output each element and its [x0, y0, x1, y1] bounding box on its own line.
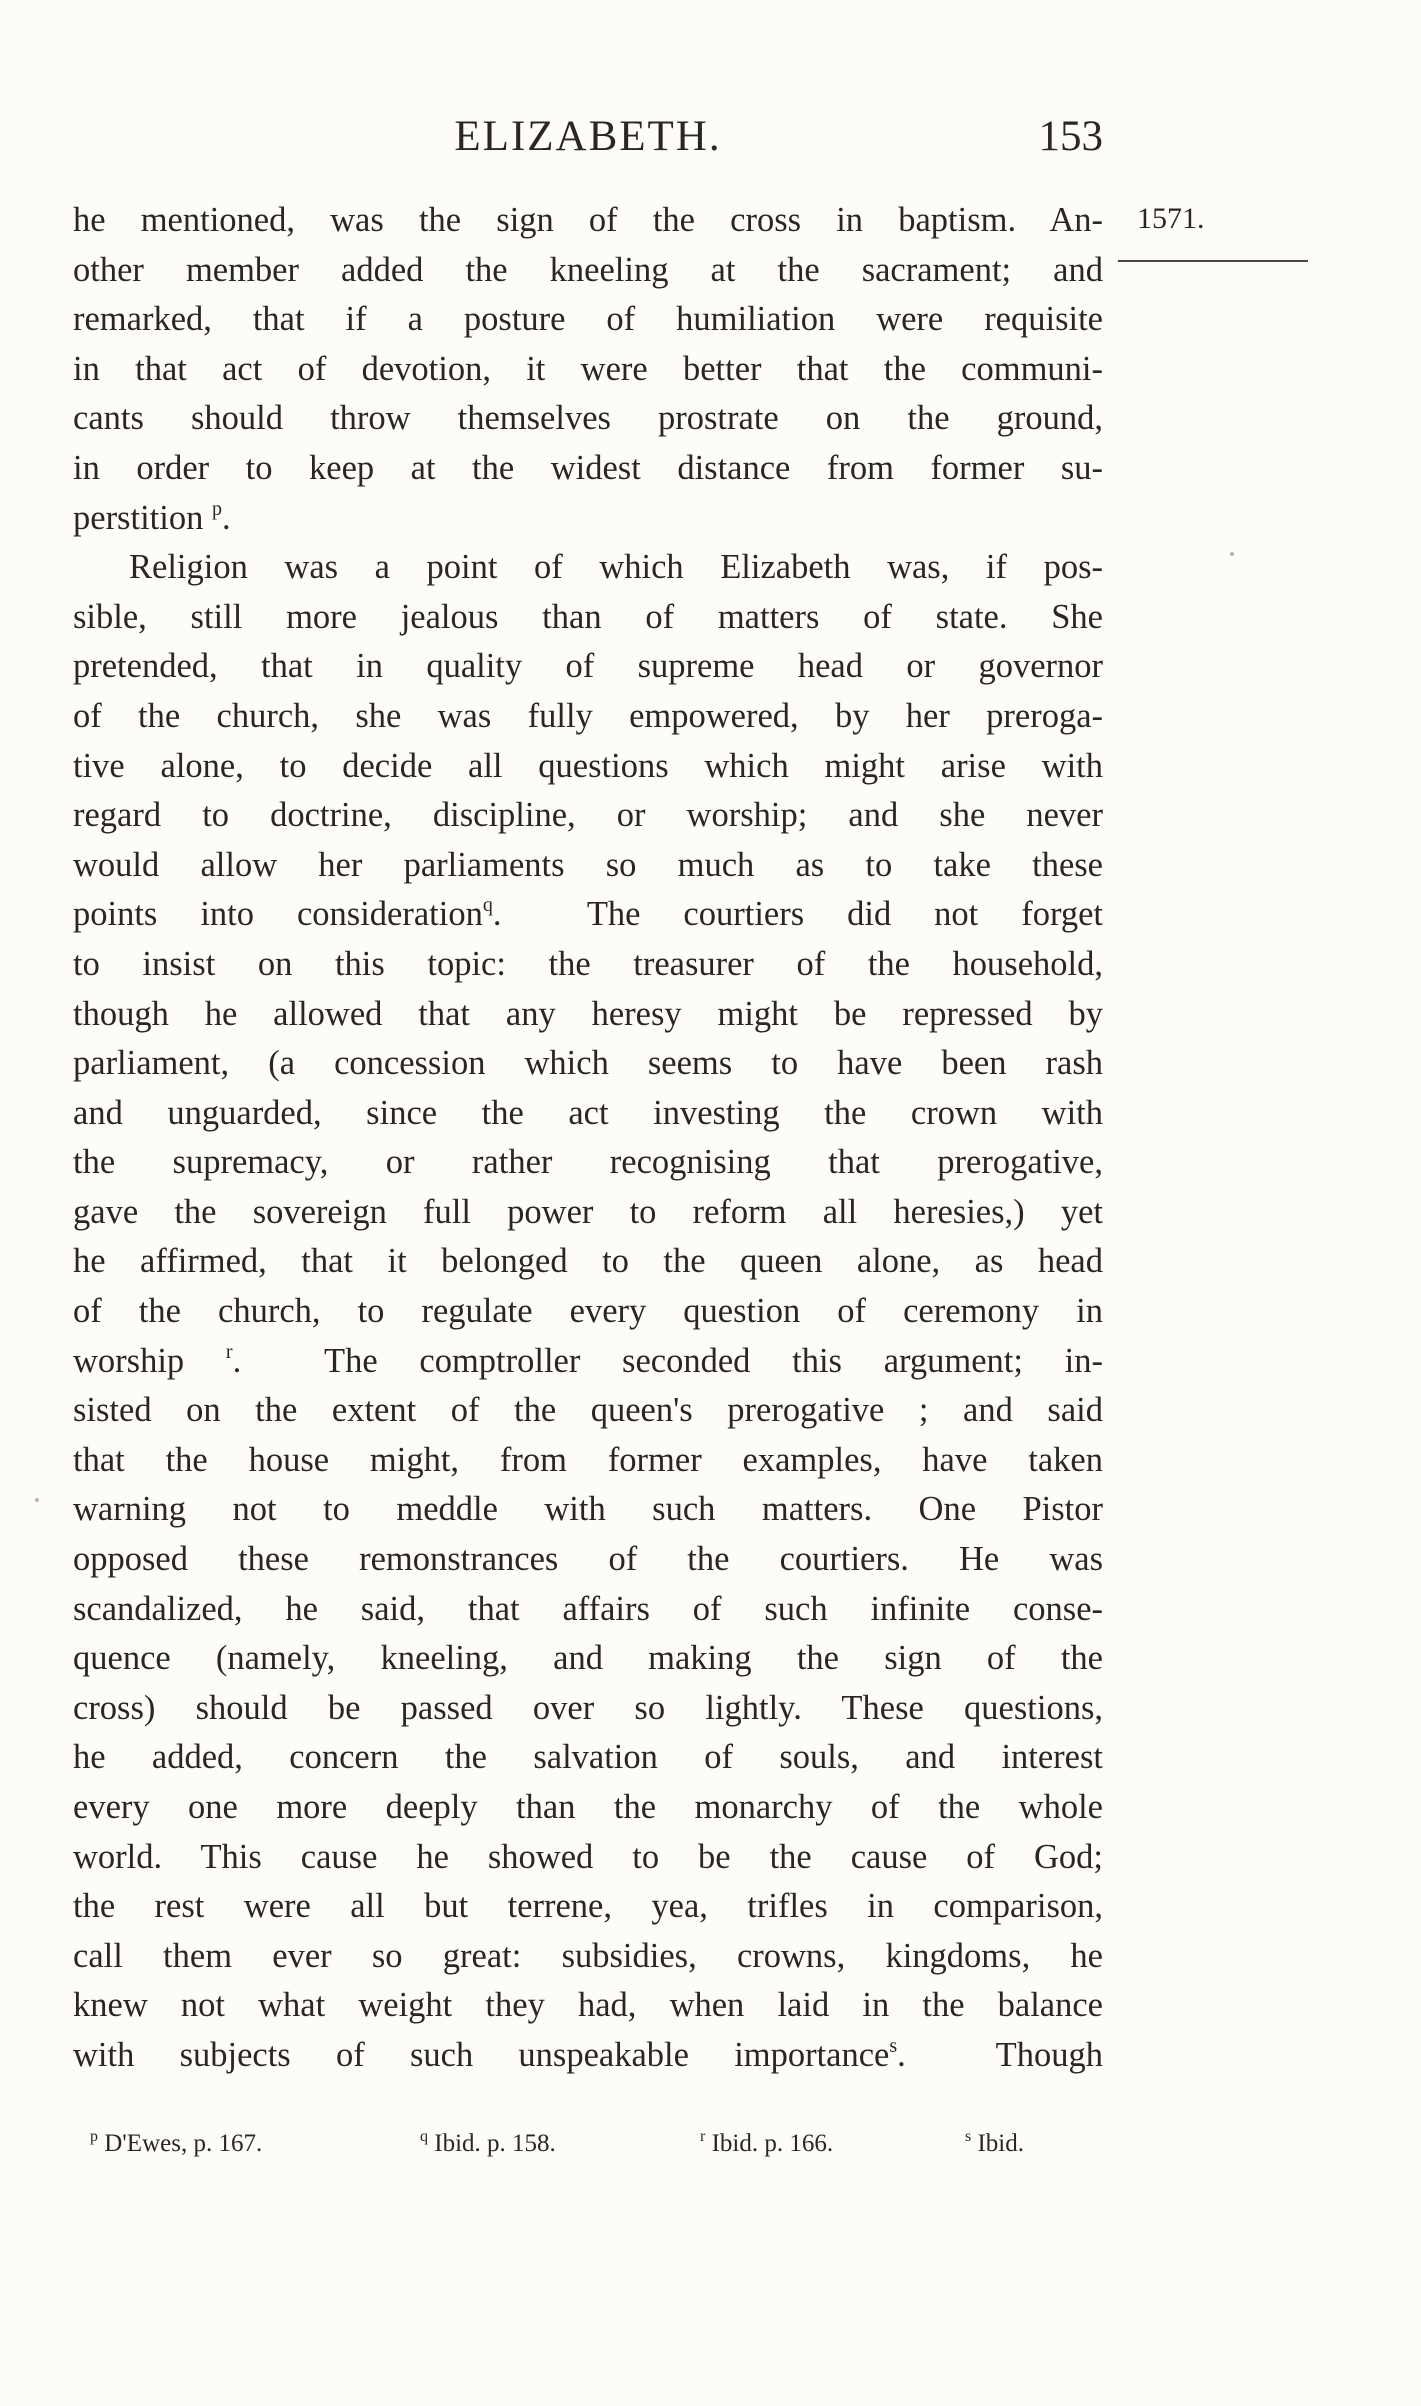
text-line: in order to keep at the widest distance from former su- — [73, 448, 1103, 487]
text-line: perstition $^p$. — [73, 497, 231, 537]
footnote — [965, 2130, 1024, 2158]
text-line: every one more deeply than the monarchy of the whole — [73, 1788, 1103, 1826]
margin-year: 1571. — [1137, 202, 1205, 235]
body-text — [73, 196, 1103, 2081]
text-line: sible, still more jealous than of matters of state. She — [73, 597, 1103, 636]
text-line: parliament, (a concession which seems to have been rash — [73, 1044, 1103, 1083]
footnote-text: Ibid. p. 158. — [434, 2130, 556, 2157]
text-line: regard to doctrine, discipline, or worship; and she never — [73, 796, 1103, 835]
text-line-segment: worship — [73, 1341, 185, 1380]
running-head — [73, 112, 1103, 172]
text-line-segment: The comptroller seconded this argument; in- — [324, 1341, 1103, 1380]
footnote-ref-s: s — [889, 2034, 898, 2057]
text-line: knew not what weight they had, when laid in the balance — [73, 1986, 1103, 2025]
text-line: in that act of devotion, it were better that the communi- — [73, 349, 1103, 388]
text-line: sisted on the extent of the queen's prerogative ; and said — [73, 1391, 1103, 1430]
margin-rule — [1118, 260, 1308, 262]
footnote-mark: r — [700, 2128, 706, 2145]
footnote-mark: q — [420, 2128, 428, 2145]
text-line: quence (namely, kneeling, and making the sign of the — [73, 1639, 1103, 1678]
text-line: the supremacy, or rather recognising that prerogative, — [73, 1143, 1103, 1182]
footnote-text: Ibid. — [977, 2130, 1025, 2157]
text-line: and unguarded, since the act investing the crown with — [73, 1093, 1103, 1132]
text-line: pretended, that in quality of supreme head or governor — [73, 647, 1103, 686]
footnote — [90, 2130, 262, 2158]
footnote-ref-r: r — [225, 1340, 233, 1363]
footnote-mark: p — [90, 2128, 98, 2145]
paper-speck — [1230, 552, 1234, 556]
text-line: cants should throw themselves prostrate on the ground, — [73, 399, 1103, 438]
text-line-segment: with subjects of such unspeakable importance — [73, 2035, 890, 2074]
text-line: remarked, that if a posture of humiliation were requisite — [73, 300, 1103, 339]
text-line: other member added the kneeling at the sacrament; and — [73, 250, 1103, 289]
text-line: would allow her parliaments so much as to take these — [73, 845, 1103, 884]
footnote — [420, 2130, 556, 2158]
text-line: warning not to meddle with such matters. One Pistor — [73, 1490, 1103, 1529]
footnote — [700, 2130, 833, 2158]
paper-speck — [35, 1498, 39, 1502]
text-line: with subjects of such unspeakable importance$^s$. Though — [73, 2034, 1103, 2074]
text-line: he affirmed, that it belonged to the queen alone, as head — [73, 1242, 1103, 1281]
text-line: Religion was a point of which Elizabeth was, if pos- — [129, 548, 1103, 587]
text-line: tive alone, to decide all questions which might arise with — [73, 746, 1103, 785]
footnote-text: D'Ewes, p. 167. — [104, 2130, 263, 2157]
text-line: though he allowed that any heresy might be repressed by — [73, 994, 1103, 1033]
text-line: of the church, to regulate every question of ceremony in — [73, 1292, 1103, 1331]
text-line: of the church, she was fully empowered, by her preroga- — [73, 696, 1103, 735]
chapter-title: ELIZABETH. — [454, 113, 722, 160]
footnotes — [90, 2130, 1080, 2170]
text-line-segment: perstition — [73, 498, 204, 537]
footnote-ref-p: p — [211, 497, 222, 520]
text-line: he added, concern the salvation of souls, and interest — [73, 1738, 1103, 1777]
text-line: call them ever so great: subsidies, crowns, kingdoms, he — [73, 1936, 1103, 1975]
text-line: world. This cause he showed to be the cause of God; — [73, 1837, 1103, 1876]
text-line: opposed these remonstrances of the courtiers. He was — [73, 1540, 1103, 1579]
text-line-segment: The courtiers did not forget — [586, 895, 1103, 934]
text-line-segment: Though — [995, 2035, 1103, 2074]
footnote-mark: s — [965, 2128, 972, 2145]
text-line: points into consideration$^q$. The courtiers did not forget — [73, 894, 1103, 934]
text-line: gave the sovereign full power to reform all heresies,) yet — [73, 1192, 1103, 1231]
text-line: scandalized, he said, that affairs of such infinite conse- — [73, 1589, 1103, 1628]
text-line: the rest were all but terrene, yea, trifles in comparison, — [73, 1887, 1103, 1926]
footnote-text: Ibid. p. 166. — [711, 2130, 834, 2157]
text-line: worship $^r$. The comptroller seconded this argument; in- — [73, 1340, 1103, 1380]
text-line: to insist on this topic: the treasurer of the household, — [73, 944, 1103, 983]
text-line: he mentioned, was the sign of the cross in baptism. An- — [73, 201, 1103, 239]
footnote-ref-q: q — [482, 894, 493, 917]
text-line-segment: points into consideration — [73, 895, 483, 934]
page-number: 153 — [1038, 113, 1103, 160]
text-line: cross) should be passed over so lightly. These questions, — [73, 1688, 1103, 1727]
text-line: that the house might, from former examples, have taken — [73, 1440, 1103, 1479]
